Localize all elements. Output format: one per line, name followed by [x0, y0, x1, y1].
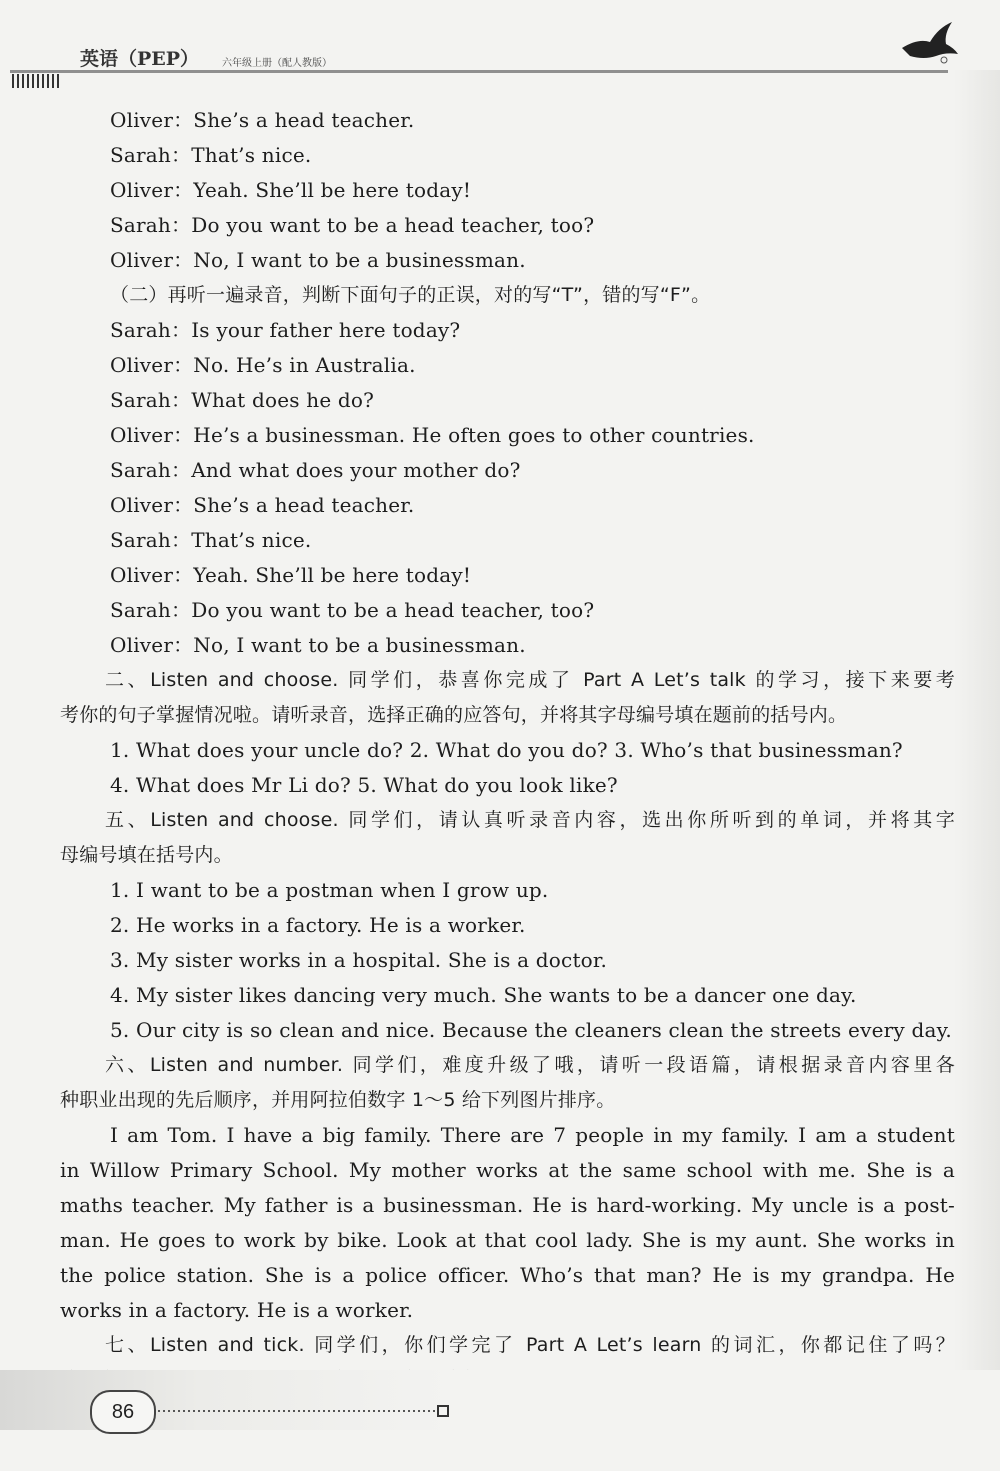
dialogue-line — [60, 103, 955, 138]
passage-line: maths teacher. My father is a businessman. He is hard-working. My uncle is a post- — [60, 1193, 955, 1217]
dialogue-line — [60, 383, 955, 418]
speaker: Sarah： — [110, 598, 192, 622]
passage-line: the police station. She is a police officer. Who’s that man? He is my grandpa. He — [60, 1263, 955, 1287]
dialogue-line — [60, 593, 955, 628]
utterance: Do you want to be a head teacher, too? — [191, 598, 595, 622]
page-header — [0, 0, 1000, 100]
utterance: No, I want to be a businessman. — [193, 248, 526, 272]
section-heading: 七、Listen and tick. 同学们，你们学完了 Part A Let’s learn 的词汇，你都记住了吗？ — [105, 1334, 955, 1356]
book-title: 英语（PEP） — [80, 48, 200, 70]
dialogue-line — [60, 313, 955, 348]
section-heading: 二、Listen and choose. 同学们，恭喜你完成了 Part A Let’s talk 的学习，接下来要考 — [105, 669, 955, 691]
list-item: 3. My sister works in a hospital. She is a doctor. — [110, 948, 608, 972]
utterance: That’s nice. — [191, 143, 312, 167]
margin-shading — [954, 70, 1000, 1370]
speaker: Sarah： — [110, 318, 192, 342]
dialogue-line — [60, 138, 955, 173]
utterance: She’s a head teacher. — [193, 108, 415, 132]
dialogue-2 — [60, 313, 955, 663]
question-line: 1. What does your uncle do? 2. What do you do? 3. Who’s that businessman? — [110, 738, 903, 762]
speaker: Sarah： — [110, 458, 192, 482]
speaker: Oliver： — [110, 563, 194, 587]
passage-line: in Willow Primary School. My mother works at the same school with me. She is a — [60, 1158, 955, 1182]
question-line: 4. What does Mr Li do? 5. What do you look like? — [110, 773, 618, 797]
section-text: 种职业出现的先后顺序，并用阿拉伯数字 1～5 给下列图片排序。 — [60, 1089, 616, 1111]
dialogue-line — [60, 558, 955, 593]
section-text: 母编号填在括号内。 — [60, 844, 233, 866]
section-heading: 六、Listen and number. 同学们，难度升级了哦，请听一段语篇，请根据录音内容里各 — [105, 1054, 955, 1076]
dialogue-line — [60, 348, 955, 383]
list-item: 4. My sister likes dancing very much. She wants to be a dancer one day. — [110, 983, 857, 1007]
header-rule — [10, 70, 948, 73]
speaker: Oliver： — [110, 423, 194, 447]
dialogue-line — [60, 523, 955, 558]
speaker: Oliver： — [110, 353, 194, 377]
header-bar-decoration — [12, 74, 62, 88]
speaker: Sarah： — [110, 388, 192, 412]
dialogue-line — [60, 453, 955, 488]
dialogue-line — [60, 173, 955, 208]
dialogue-line — [60, 208, 955, 243]
speaker: Oliver： — [110, 178, 194, 202]
speaker: Oliver： — [110, 108, 194, 132]
speaker: Oliver： — [110, 493, 194, 517]
passage-line: works in a factory. He is a worker. — [60, 1298, 414, 1322]
speaker: Oliver： — [110, 633, 194, 657]
dialogue-line — [60, 488, 955, 523]
utterance: Do you want to be a head teacher, too? — [191, 213, 595, 237]
dialogue-1 — [60, 103, 955, 278]
swallow-logo-icon — [900, 18, 960, 66]
section-2 — [60, 663, 955, 803]
footer-square-icon — [437, 1405, 449, 1417]
section-6 — [60, 1048, 955, 1328]
speaker: Sarah： — [110, 143, 192, 167]
section-heading: 五、Listen and choose. 同学们，请认真听录音内容，选出你所听到的单词，并将其字 — [105, 809, 955, 831]
speaker: Sarah： — [110, 213, 192, 237]
utterance: No, I want to be a businessman. — [193, 633, 526, 657]
utterance: Yeah. She’ll be here today! — [193, 178, 472, 202]
page-number: 86 — [90, 1390, 156, 1434]
speaker: Sarah： — [110, 528, 192, 552]
utterance: She’s a head teacher. — [193, 493, 415, 517]
utterance: Yeah. She’ll be here today! — [193, 563, 472, 587]
page-content — [60, 103, 955, 1398]
dialogue-line — [60, 628, 955, 663]
utterance: Is your father here today? — [191, 318, 461, 342]
dialogue-line — [60, 418, 955, 453]
utterance: He’s a businessman. He often goes to other countries. — [193, 423, 755, 447]
speaker: Oliver： — [110, 248, 194, 272]
dialogue-line — [60, 243, 955, 278]
passage-line: man. He goes to work by bike. Look at that cool lady. She is my aunt. She works in — [60, 1228, 955, 1252]
sub-instruction: （二）再听一遍录音，判断下面句子的正误，对的写“T”，错的写“F”。 — [110, 284, 711, 306]
passage-line: I am Tom. I have a big family. There are 7 people in my family. I am a student — [110, 1123, 955, 1147]
list-item: 1. I want to be a postman when I grow up. — [110, 878, 549, 902]
section-5 — [60, 803, 955, 1048]
list-item: 2. He works in a factory. He is a worker. — [110, 913, 526, 937]
utterance: What does he do? — [191, 388, 375, 412]
book-subtitle: 六年级上册（配人教版） — [222, 58, 332, 69]
section-text: 考你的句子掌握情况啦。请听录音，选择正确的应答句，并将其字母编号填在题前的括号内。 — [60, 704, 848, 726]
footer-dotted-line — [158, 1410, 436, 1412]
list-item: 5. Our city is so clean and nice. Because the cleaners clean the streets every day. — [110, 1018, 952, 1042]
utterance: No. He’s in Australia. — [193, 353, 416, 377]
utterance: That’s nice. — [191, 528, 312, 552]
utterance: And what does your mother do? — [191, 458, 521, 482]
